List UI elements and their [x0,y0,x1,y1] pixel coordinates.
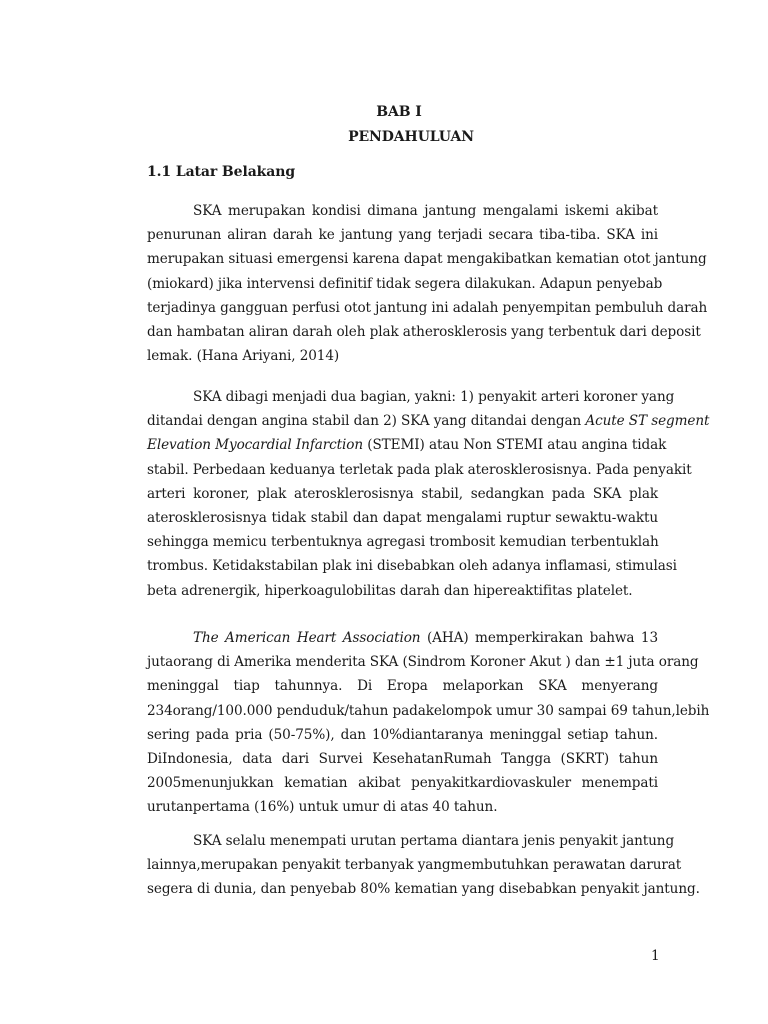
paragraph-3 [147,626,710,820]
paragraph-line: segera di dunia, dan penyebab 80% kematian yang disebabkan penyakit jantung. [147,881,700,898]
paragraph-1 [147,199,708,368]
paragraph-line: sehingga memicu terbentuknya agregasi trombosit kemudian terbentuklah [147,534,659,551]
paragraph-line: meninggal tiap tahunnya. Di Eropa melaporkan SKA menyerang [147,678,658,695]
section-title: 1.1 Latar Belakang [147,164,296,180]
italic-term: The American Heart Association [193,630,421,646]
paragraph-line: sering pada pria (50-75%), dan 10%diantaranya meninggal setiap tahun. [147,726,658,743]
chapter-heading: BAB I [376,104,422,120]
paragraph-line: urutanpertama (16%) untuk umur di atas 40 tahun. [147,799,498,816]
paragraph-line: SKA dibagi menjadi dua bagian, yakni: 1) penyakit arteri koroner yang [193,389,675,405]
paragraph-text: ditandai dengan angina stabil dan 2) SKA yang ditandai dengan [147,413,586,430]
paragraph-line: jutaorang di Amerika menderita SKA (Sindrom Koroner Akut ) dan ±1 juta orang [147,654,699,671]
paragraph-line: merupakan situasi emergensi karena dapat mengakibatkan kematian otot jantung [147,251,707,268]
paragraph-line: terjadinya gangguan perfusi otot jantung ini adalah penyempitan pembuluh darah [147,299,708,316]
page-number: 1 [651,948,660,964]
paragraph-line: 2005menunjukkan kematian akibat penyakitkardiovaskuler menempati [147,775,658,792]
italic-term: Elevation Myocardial Infarction [147,437,364,454]
paragraph-line: SKA merupakan kondisi dimana jantung mengalami iskemi akibat [193,203,658,219]
chapter-title: PENDAHULUAN [348,129,474,145]
paragraph-line [147,409,710,433]
paragraph-text: (AHA) memperkirakan bahwa 13 [420,630,658,646]
paragraph-line: trombus. Ketidakstabilan plak ini disebabkan oleh adanya inflamasi, stimulasi [147,558,677,575]
paragraph-line: (miokard) jika intervensi definitif tidak segera dilakukan. Adapun penyebab [147,275,663,292]
paragraph-line: beta adrenergik, hiperkoagulobilitas darah dan hipereaktifitas platelet. [147,582,633,599]
paragraph-line: arteri koroner, plak aterosklerosisnya stabil, sedangkan pada SKA plak [147,485,658,502]
paragraph-line: dan hambatan aliran darah oleh plak atherosklerosis yang terbentuk dari deposit [147,324,701,341]
paragraph-line: penurunan aliran darah ke jantung yang terjadi secara tiba-tiba. SKA ini [147,227,658,244]
paragraph-line: 234orang/100.000 penduduk/tahun padakelompok umur 30 sampai 69 tahun,lebih [147,702,710,719]
italic-term: Acute ST segment [585,413,710,430]
paragraph-line: aterosklerosisnya tidak stabil dan dapat mengalami ruptur sewaktu-waktu [147,510,658,527]
paragraph-text: (STEMI) atau Non STEMI atau angina tidak [363,437,667,454]
paragraph-line [147,626,658,650]
paragraph-line: lemak. (Hana Ariyani, 2014) [147,348,340,365]
paragraph-line: lainnya,merupakan penyakit terbanyak yangmembutuhkan perawatan darurat [147,857,682,874]
paragraph-4 [147,829,700,902]
paragraph-line: SKA selalu menempati urutan pertama diantara jenis penyakit jantung [193,833,675,849]
paragraph-line [147,433,667,457]
paragraph-line: DiIndonesia, data dari Survei KesehatanRumah Tangga (SKRT) tahun [147,751,658,768]
paragraph-line: stabil. Perbedaan keduanya terletak pada plak aterosklerosisnya. Pada penyakit [147,461,692,478]
paragraph-2 [147,385,710,603]
